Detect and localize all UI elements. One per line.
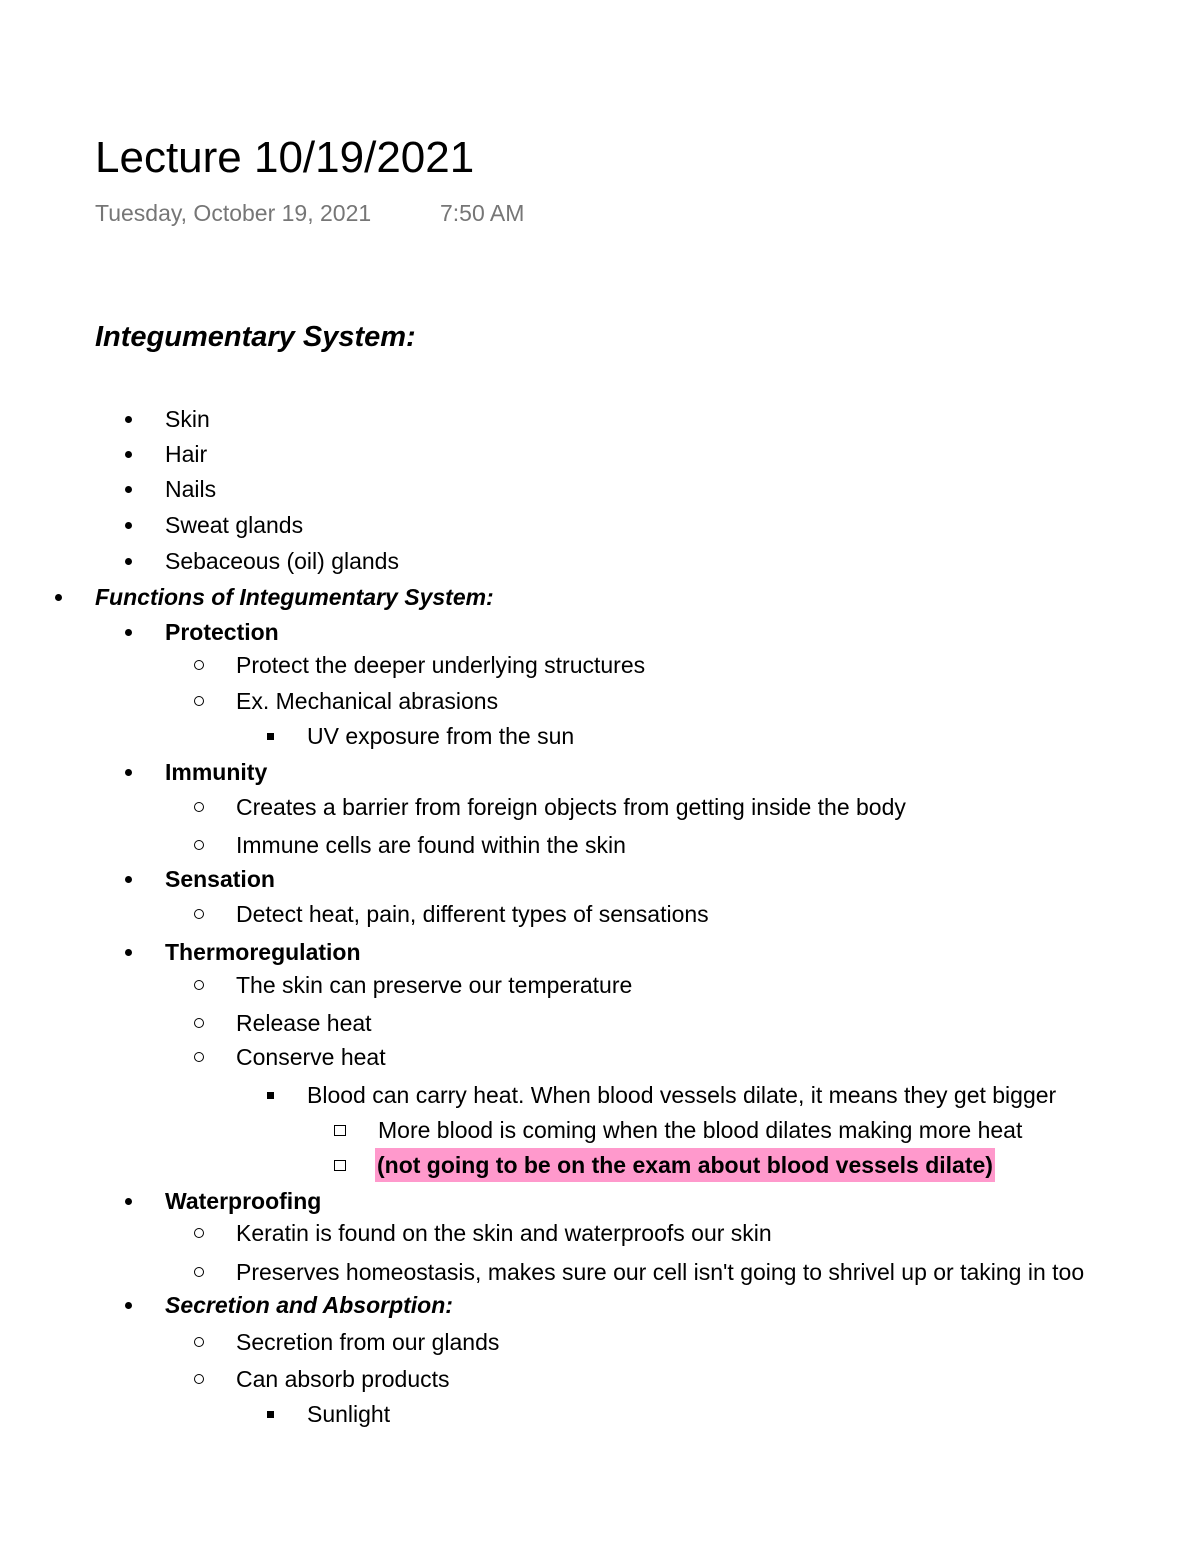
list-item-text: Immune cells are found within the skin — [236, 832, 626, 858]
list-item-text: Ex. Mechanical abrasions — [236, 688, 499, 714]
list-item-text: Detect heat, pain, different types of sensations — [236, 901, 709, 927]
page-time: 7:50 AM — [440, 200, 525, 226]
list-item — [0, 1113, 1200, 1147]
list-item-text: Creates a barrier from foreign objects from getting inside the body — [236, 794, 906, 820]
list-item-text: The skin can preserve our temperature — [236, 972, 633, 998]
list-item — [0, 615, 1200, 649]
functions-heading: Functions of Integumentary System: — [95, 584, 494, 610]
list-item — [0, 935, 1200, 969]
page-title: Lecture 10/19/2021 — [95, 133, 475, 182]
list-item-text: UV exposure from the sun — [307, 723, 575, 749]
list-item — [0, 1006, 1200, 1040]
list-item-text: Protect the deeper underlying structures — [236, 652, 646, 678]
function-name: Sensation — [165, 866, 275, 892]
list-item — [0, 544, 1200, 578]
list-item — [0, 897, 1200, 931]
list-item — [0, 1397, 1200, 1431]
list-item — [0, 755, 1200, 789]
function-name: Immunity — [165, 759, 268, 785]
list-item-text: Sunlight — [307, 1401, 391, 1427]
list-item-text: Preserves homeostasis, makes sure our cell isn't going to shrivel up or taking in too — [236, 1259, 1085, 1285]
list-item-text: Can absorb products — [236, 1366, 450, 1392]
list-item — [0, 1078, 1200, 1112]
list-item — [0, 1255, 1200, 1289]
function-name: Thermoregulation — [165, 939, 361, 965]
list-item — [0, 402, 1200, 436]
list-item-text: More blood is coming when the blood dilates making more heat — [378, 1117, 1023, 1143]
function-name: Secretion and Absorption: — [165, 1292, 453, 1318]
function-name: Waterproofing — [165, 1188, 322, 1214]
list-item — [0, 719, 1200, 753]
list-item-text: Secretion from our glands — [236, 1329, 500, 1355]
list-item — [0, 1288, 1200, 1322]
list-item-text: Release heat — [236, 1010, 372, 1036]
list-item — [0, 580, 1200, 614]
list-item — [0, 1362, 1200, 1396]
list-item — [0, 862, 1200, 896]
function-name: Protection — [165, 619, 279, 645]
list-item — [0, 508, 1200, 542]
list-item-text: Nails — [165, 476, 217, 502]
list-item — [0, 1148, 1200, 1182]
list-item-text: Blood can carry heat. When blood vessels dilate, it means they get bigger — [307, 1082, 1057, 1108]
list-item — [0, 648, 1200, 682]
list-item — [0, 1216, 1200, 1250]
list-item-text: Skin — [165, 406, 210, 432]
list-item — [0, 684, 1200, 718]
list-item — [0, 1040, 1200, 1074]
list-item — [0, 1184, 1200, 1218]
section-heading: Integumentary System: — [95, 321, 416, 353]
page-date: Tuesday, October 19, 2021 — [95, 200, 372, 226]
list-item-text: Keratin is found on the skin and waterproofs our skin — [236, 1220, 772, 1246]
list-item-text: Conserve heat — [236, 1044, 386, 1070]
list-item-text: Sebaceous (oil) glands — [165, 548, 399, 574]
list-item — [0, 472, 1200, 506]
list-item — [0, 1325, 1200, 1359]
list-item — [0, 968, 1200, 1002]
list-item-text: Hair — [165, 441, 208, 467]
list-item — [0, 828, 1200, 862]
list-item-text: Sweat glands — [165, 512, 304, 538]
list-item — [0, 790, 1200, 824]
list-item — [0, 437, 1200, 471]
highlighted-note: (not going to be on the exam about blood vessels dilate) — [375, 1148, 995, 1182]
